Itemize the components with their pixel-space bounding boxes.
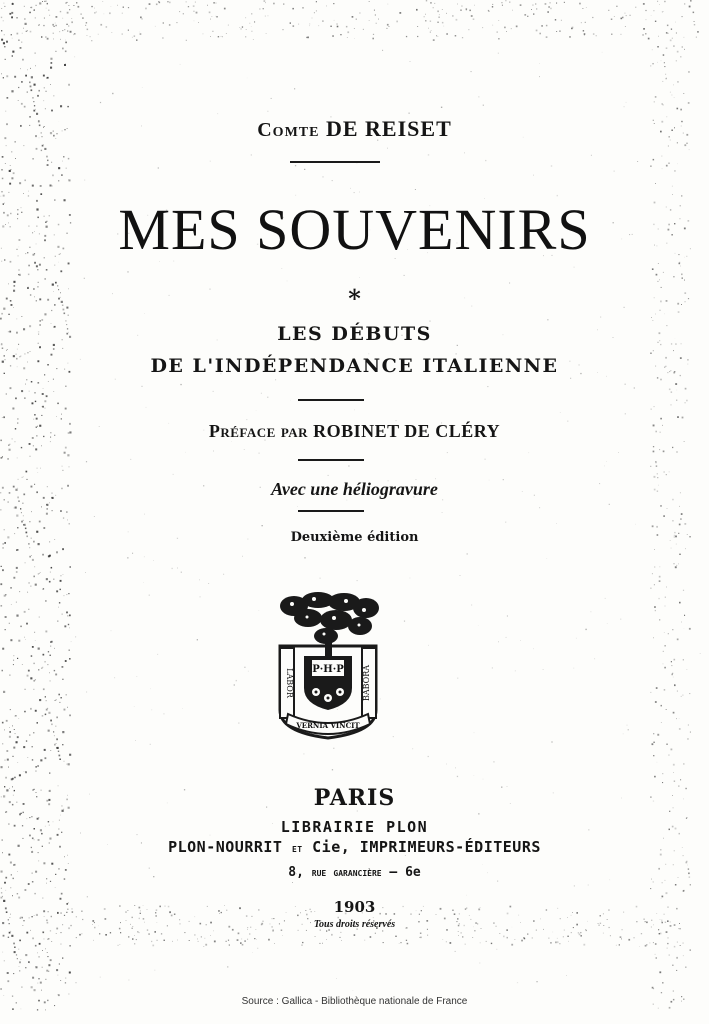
emblem-motto-right: BABORA <box>362 664 371 702</box>
author-line <box>0 116 709 142</box>
subtitle-line-1: LES DÉBUTS <box>277 323 432 345</box>
publication-year: 1903 <box>333 898 376 916</box>
rights-note: Tous droits réservés <box>313 919 396 930</box>
printers-line <box>0 838 709 856</box>
source-footer: Source : Gallica - Bibliothèque nationale de France <box>241 996 468 1007</box>
address-end: — 6e <box>389 865 421 880</box>
illustration-note: Avec une héliogravure <box>271 479 438 499</box>
city: PARIS <box>313 785 396 811</box>
rule-3 <box>298 459 364 461</box>
printers-b: Cie, IMPRIMEURS-ÉDITEURS <box>312 838 541 856</box>
emblem-monogram: P·H·P <box>312 664 344 675</box>
volume-star: * <box>348 284 361 313</box>
publisher: LIBRAIRIE PLON <box>280 818 429 836</box>
emblem-motto-bottom: VERNIA VINCIT <box>296 721 360 730</box>
preface-line <box>0 421 709 442</box>
publisher-mark-icon <box>274 592 382 742</box>
author-prefix: Comte <box>257 119 320 141</box>
address-number: 8, <box>288 865 304 880</box>
printers-a: PLON-NOURRIT <box>168 838 283 856</box>
subtitle-line-2: DE L'INDÉPENDANCE ITALIENNE <box>150 355 559 377</box>
printers-et: et <box>291 842 303 855</box>
preface-name: ROBINET DE CLÉRY <box>313 421 501 441</box>
rule-1 <box>290 161 380 163</box>
rule-2 <box>298 399 364 401</box>
edition-note: Deuxième édition <box>290 530 419 545</box>
author-name: DE REISET <box>325 116 452 141</box>
rule-4 <box>298 510 364 512</box>
book-title: MES SOUVENIRS <box>118 197 591 262</box>
address-line <box>0 865 709 880</box>
emblem-motto-left: LABOR <box>285 668 294 698</box>
preface-prefix: Préface par <box>208 421 309 441</box>
address-street: rue garancière <box>311 865 382 879</box>
